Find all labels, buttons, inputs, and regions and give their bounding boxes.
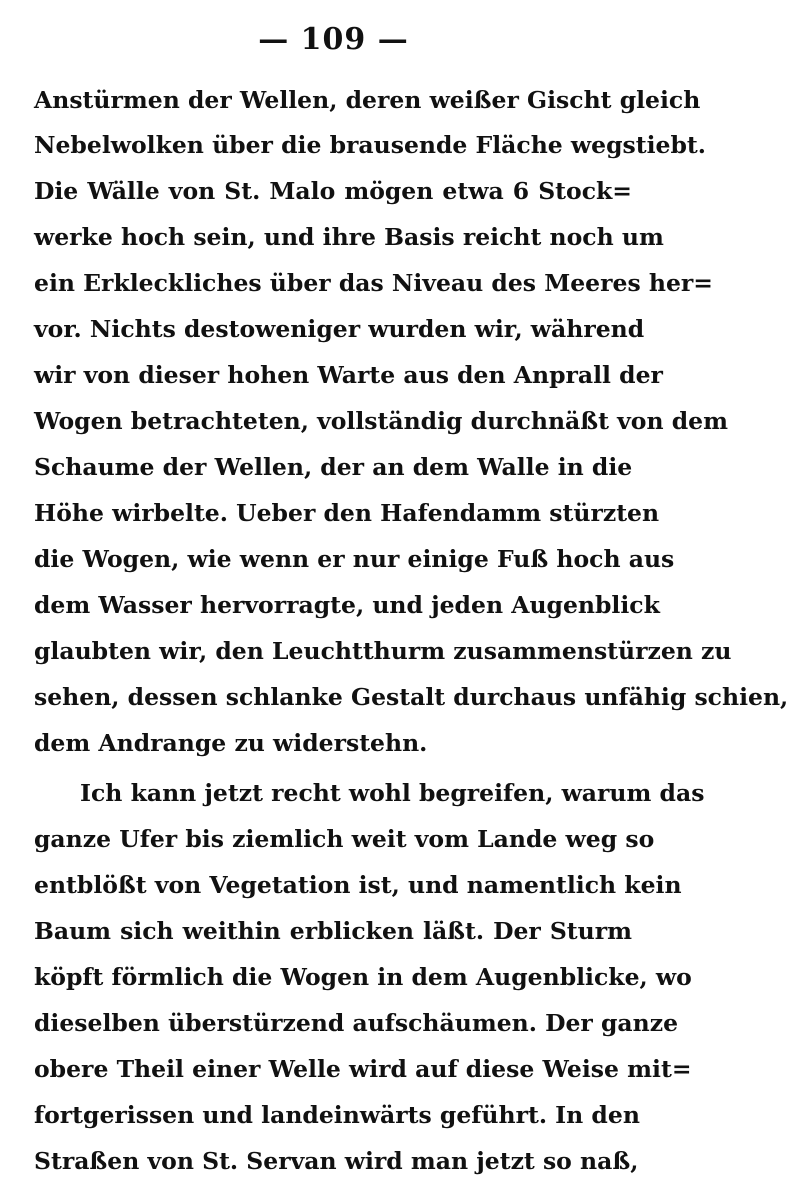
text-line: entblößt von Vegetation ist, und namentlich kein: [34, 871, 682, 899]
text-line: fortgerissen und landeinwärts geführt. In den: [34, 1101, 640, 1129]
text-line: Wogen betrachteten, vollständig durchnäßt von dem: [34, 407, 728, 435]
text-line: wir von dieser hohen Warte aus den Anprall der: [34, 361, 663, 389]
text-line: obere Theil einer Welle wird auf diese Weise mit=: [34, 1055, 692, 1083]
page-number: — 109 —: [258, 22, 409, 57]
text-line: Schaume der Wellen, der an dem Walle in die: [34, 453, 633, 481]
text-line: Baum sich weithin erblicken läßt. Der Sturm: [34, 917, 632, 945]
text-line: dem Wasser hervorragte, und jeden Augenblick: [34, 591, 660, 619]
text-line: Höhe wirbelte. Ueber den Hafendamm stürzten: [34, 499, 660, 527]
text-line: Straßen von St. Servan wird man jetzt so naß,: [34, 1147, 639, 1175]
text-line: dem Andrange zu widerstehn.: [34, 729, 428, 757]
text-line: die Wogen, wie wenn er nur einige Fuß hoch aus: [34, 545, 675, 573]
text-line: werke hoch sein, und ihre Basis reicht noch um: [34, 223, 664, 251]
text-line: sehen, dessen schlanke Gestalt durchaus unfähig schien,: [34, 683, 788, 711]
text-line: Nebelwolken über die brausende Fläche wegstiebt.: [34, 131, 706, 159]
text-line: ein Erkleckliches über das Niveau des Meeres her=: [34, 269, 713, 297]
text-line: dieselben überstürzend aufschäumen. Der ganze: [34, 1009, 679, 1037]
text-line: glaubten wir, den Leuchtthurm zusammenstürzen zu: [34, 637, 732, 665]
text-line: köpft förmlich die Wogen in dem Augenblicke, wo: [34, 963, 692, 991]
text-line: ganze Ufer bis ziemlich weit vom Lande weg so: [34, 825, 655, 853]
text-line: Ich kann jetzt recht wohl begreifen, warum das: [80, 779, 705, 807]
text-line: Anstürmen der Wellen, deren weißer Gischt gleich: [34, 86, 701, 114]
text-line: vor. Nichts destoweniger wurden wir, während: [34, 315, 645, 343]
text-line: Die Wälle von St. Malo mögen etwa 6 Stock=: [34, 177, 632, 205]
